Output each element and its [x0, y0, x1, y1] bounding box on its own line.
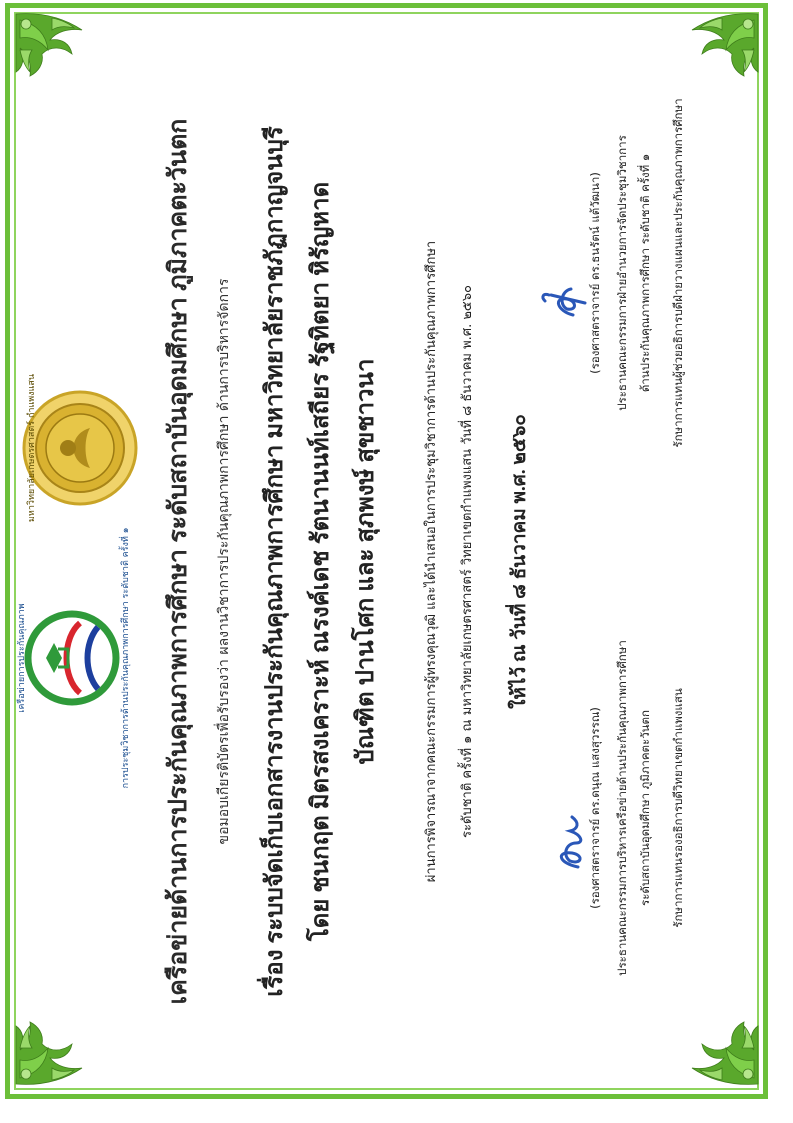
signatory-name: (รองศาสตราจารย์ ดร.ดนุณ แสงสุวรรณ)	[588, 707, 602, 909]
authors-line-1: โดย ชนกฤต มิตรสงเคราะห์ ณรงค์เดช รัตนานนท์เสถียร รัฐทิตยา หิรัญหาด	[308, 181, 334, 942]
intro-text: ขอมอบเกียรติบัตรเพื่อรับรองว่า ผลงานวิชาการประกันคุณภาพการศึกษา ด้านการบริหารจัดการ	[216, 278, 232, 845]
heading: เครือข่ายด้านการประกันคุณภาพการศึกษา ระดับสถาบันอุดมศึกษา ภูมิภาคตะวันตก	[165, 118, 192, 1005]
body-line-2: ระดับชาติ ครั้งที่ ๑ ณ มหาวิทยาลัยเกษตรศาสตร์ วิทยาเขตกำแพงแสน วันที่ ๘ ธันวาคม พ.ศ. ๒๕๖๐	[460, 285, 475, 838]
signatory-title-3: รักษาการแทนรองอธิการบดีวิทยาเขตกำแพงแสน	[671, 688, 685, 928]
body-line-1: ผ่านการพิจารณาจากคณะกรรมการผู้ทรงคุณวุฒิ และได้นำเสนอในการประชุมวิชาการด้านประกันคุณภาพการศึกษา	[424, 240, 439, 883]
signatory-title-1: ประธานคณะกรรมการบริหารเครือข่ายด้านประกันคุณภาพการศึกษา	[615, 640, 629, 976]
signature-block-left	[586, 633, 688, 983]
conference-logo-top-text: เครือข่ายการประกันคุณภาพ	[17, 603, 27, 713]
conference-logo-icon	[10, 527, 140, 789]
signature-block-right	[586, 73, 688, 473]
signatory-name: (รองศาสตราจารย์ ดร.ธนรัตน์ แต้วัฒนา)	[588, 172, 602, 374]
seal-text: มหาวิทยาลัยเกษตรศาสตร์ กำแพงแสน	[27, 373, 37, 523]
subject-title: เรื่อง ระบบจัดเก็บเอกสารงานประกันคุณภาพการศึกษา มหาวิทยาลัยราชภัฏกาญจนบุรี	[262, 126, 288, 997]
signature-right-icon	[533, 275, 591, 325]
conference-logo-text: การประชุมวิชาการด้านประกันคุณภาพการศึกษา ระดับชาติ ครั้งที่ ๑	[121, 527, 131, 789]
authors-line-2: บัณฑิต ปานโศก และ สุภพงษ์ สุขชาวนา	[353, 358, 379, 765]
given-date: ให้ไว้ ณ วันที่ ๘ ธันวาคม พ.ศ. ๒๕๖๐	[509, 414, 530, 709]
university-seal-icon	[18, 373, 148, 523]
signatory-title-2: ด้านประกันคุณภาพการศึกษา ระดับชาติ ครั้งที่ ๑	[638, 153, 652, 393]
signatory-title-1: ประธานคณะกรรมการฝ่ายอำนวยการจัดประชุมวิชาการ	[615, 135, 629, 411]
signatory-title-3: รักษาการแทนผู้ช่วยอธิการบดีฝ่ายวางแผนและประกันคุณภาพการศึกษา	[671, 98, 685, 448]
signatory-title-2: ระดับสถาบันอุดมศึกษา ภูมิภาคตะวันตก	[638, 710, 652, 906]
